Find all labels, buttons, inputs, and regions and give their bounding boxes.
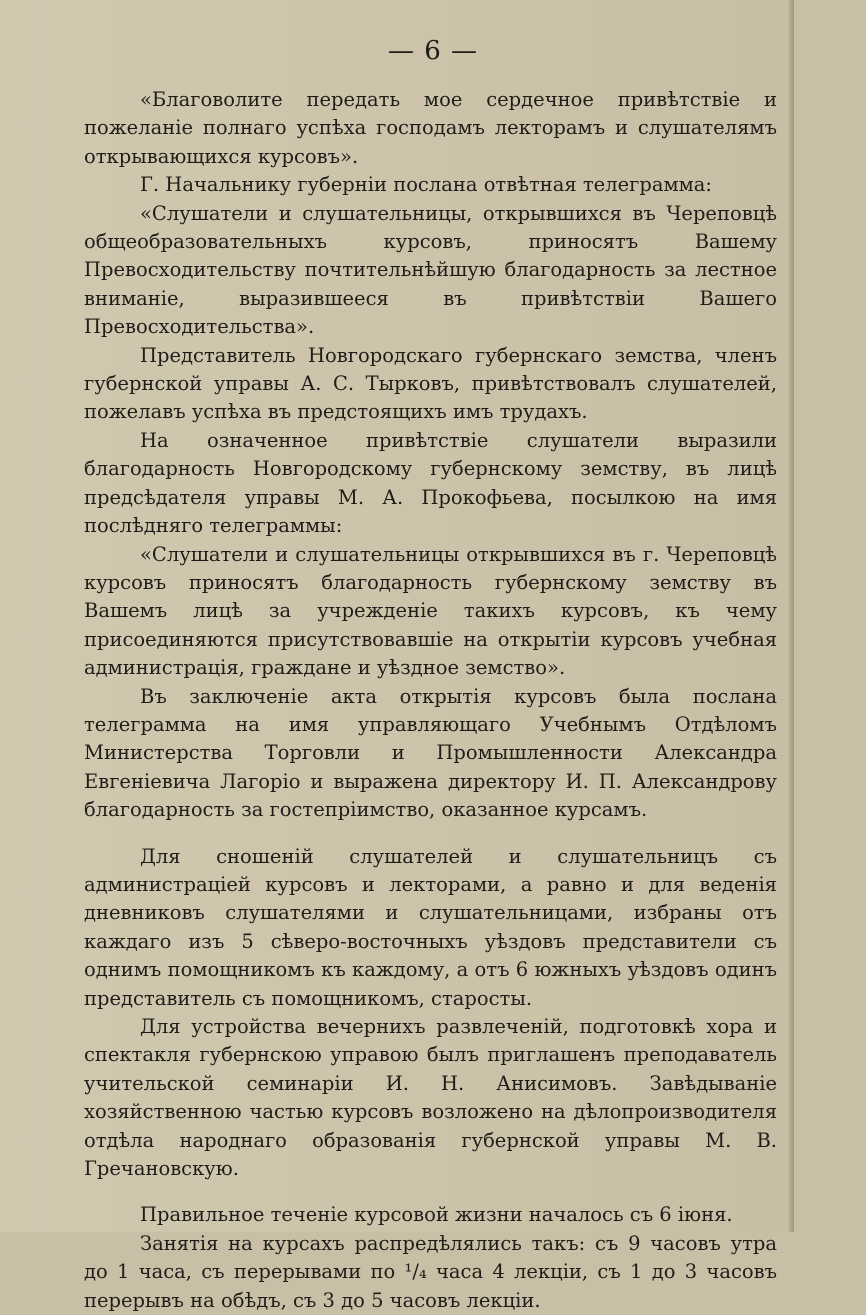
paragraph-10: Правильное теченіе курсовой жизни началось съ 6 іюня.: [140, 1203, 733, 1227]
section-gap: [84, 1183, 777, 1201]
paragraph-11: Занятія на курсахъ распредѣлялись такъ: съ 9 часовъ утра до 1 часа, съ перерывами по ¹/₄ часа 4 лекціи, съ 1 до 3 часовъ перерывъ на обѣдъ, съ 3 до 5 часовъ лекціи.: [84, 1231, 777, 1312]
paragraph-9: Для устройства вечернихъ развлеченій, подготовкѣ хора и спектакля губернскою управою былъ приглашенъ преподаватель учительской семинаріи И. Н. Анисимовъ. Завѣдываніе хозяйственною частью курсовъ возложено на дѣлопроизводителя отдѣла народнаго образованія губернской управы М. В. Гречановскую.: [84, 1015, 777, 1181]
paragraph-7: Въ заключеніе акта открытія курсовъ была послана телеграмма на имя управляющаго Учебнымъ Отдѣломъ Министерства Торговли и Промышленности Александра Евгеніевича Лагоріо и выражена директору И. П. Александрову благодарность за гостепріимство, оказанное курсамъ.: [84, 684, 777, 822]
paragraph-3: «Слушатели и слушательницы, открывшихся въ Череповцѣ общеобразовательныхъ курсовъ, приносятъ Вашему Превосходительству почтительнѣйшую благодарность за лестное вниманіе, выразившееся въ привѣтствіи Вашего Превосходительства».: [84, 201, 777, 339]
page-number: — 6 —: [387, 36, 479, 66]
paragraph-1: «Благоволите передать мое сердечное привѣтствіе и пожеланіе полнаго успѣха господамъ лекторамъ и слушателямъ открывающихся курсовъ».: [84, 88, 777, 168]
paragraph-4: Представитель Новгородскаго губернскаго земства, членъ губернской управы А. С. Тырковъ, привѣтствовалъ слушателей, пожелавъ успѣха въ предстоящихъ имъ трудахъ.: [84, 343, 777, 424]
paragraph-8: Для сношеній слушателей и слушательницъ съ администраціей курсовъ и лекторами, а равно и для веденія дневниковъ слушателями и слушательницами, избраны отъ каждаго изъ 5 сѣверо-восточныхъ уѣздовъ представители съ однимъ помощникомъ къ каждому, а отъ 6 южныхъ уѣздовъ одинъ представитель съ помощникомъ, старосты.: [84, 844, 777, 1010]
section-gap: [84, 825, 777, 843]
page-text: [84, 86, 777, 1315]
paragraph-5: На означенное привѣтствіе слушатели выразили благодарность Новгородскому губернскому земству, въ лицѣ предсѣдателя управы М. А. Прокофьева, посылкою на имя послѣдняго телеграммы:: [84, 428, 777, 538]
paragraph-6: «Слушатели и слушательницы открывшихся въ г. Череповцѣ курсовъ приносятъ благодарность губернскому земству въ Вашемъ лицѣ за учрежденіе такихъ курсовъ, къ чему присоединяются присутствовавшіе на открытіи курсовъ учебная администрація, граждане и уѣздное земство».: [84, 542, 777, 680]
paragraph-2: Г. Начальнику губерніи послана отвѣтная телеграмма:: [140, 173, 712, 197]
